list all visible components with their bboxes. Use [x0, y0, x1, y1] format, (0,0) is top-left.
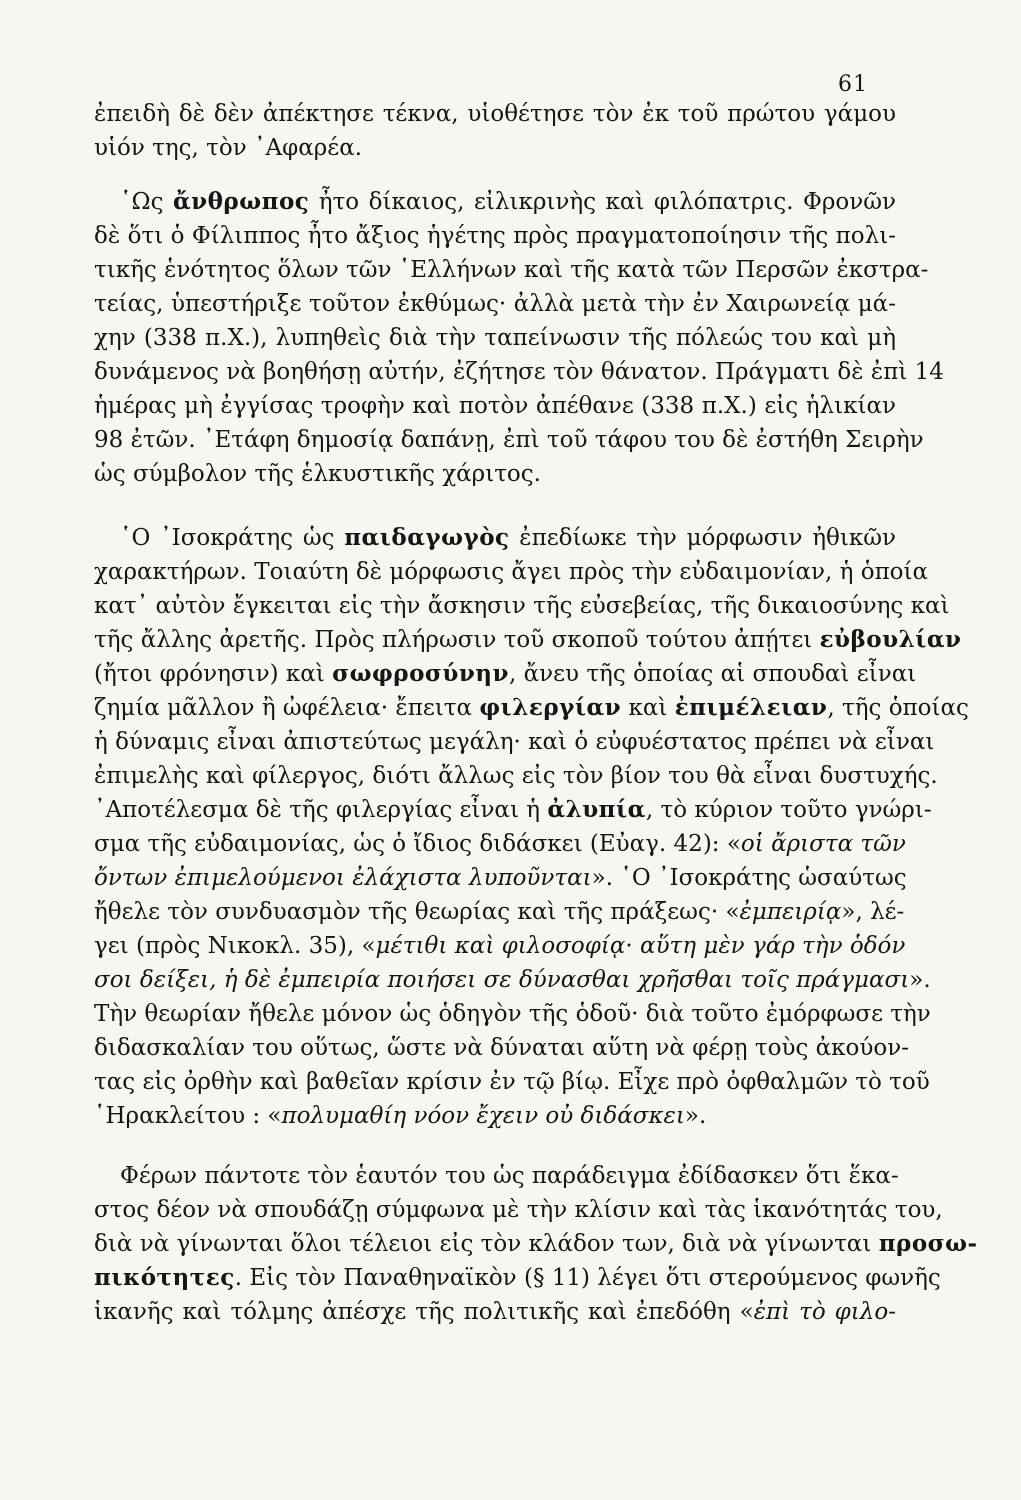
text-segment: σμα τῆς εὐδαιμονίας, ὡς ὁ ἴδιος διδάσκει (Εὐαγ. 42): «	[94, 831, 741, 857]
page-number: 61	[838, 72, 868, 97]
text-line	[94, 322, 896, 354]
text-segment: χαρακτήρων. Τοιαύτη δὲ μόρφωσις ἄγει πρὸς τὴν εὐδαιμονίαν, ἡ ὁποία	[94, 559, 929, 585]
text-segment: καὶ	[621, 695, 675, 721]
text-line	[94, 254, 929, 286]
text-line	[94, 1194, 943, 1226]
text-segment: ῾Ως	[120, 189, 173, 215]
text-segment: , τὸ κύριον τοῦτο γνώρι-	[645, 797, 932, 823]
text-line	[94, 998, 931, 1030]
text-segment: ἡμέρας μὴ ἐγγίσας τροφὴν καὶ ποτὸν ἀπέθανε (338 π.Χ.) εἰς ἡλικίαν	[94, 393, 896, 419]
italic-quote: μέτιθι καὶ φιλοσοφίᾳ· αὕτη μὲν γάρ τὴν ὁδόν	[375, 933, 906, 959]
text-segment: διδασκαλίαν του οὕτως, ὥστε νὰ δύναται αὕτη νὰ φέρῃ τοὺς ἀκούον-	[94, 1035, 909, 1061]
text-line	[94, 1100, 896, 1132]
bold-term: παιδαγωγὸς	[344, 524, 510, 551]
italic-quote: ἐπὶ τὸ φιλο-	[753, 1299, 896, 1325]
text-segment: ῾Ηρακλείτου : «	[94, 1103, 282, 1129]
text-line	[94, 760, 938, 792]
text-segment: ῾Ο ᾿Ισοκράτης ὡς	[120, 525, 345, 551]
bold-term: προσω-	[878, 1230, 978, 1257]
text-segment: κατ᾿ αὐτὸν ἔγκειται εἰς τὴν ἄσκησιν τῆς εὐσεβείας, τῆς δικαιοσύνης καὶ	[94, 593, 950, 619]
text-segment: διὰ νὰ γίνωνται ὅλοι τέλειοι εἰς τὸν κλάδον των, διὰ νὰ γίνωνται	[94, 1231, 879, 1257]
text-segment: ». ῾Ο ᾿Ισοκράτης ὡσαύτως	[591, 865, 907, 891]
text-line	[94, 132, 896, 164]
text-line	[94, 794, 932, 826]
bold-term: ἐπιμέλειαν	[674, 694, 828, 721]
text-line	[94, 692, 969, 724]
text-line	[94, 186, 896, 218]
text-segment: στος δέον νὰ σπουδάζῃ σύμφωνα μὲ τὴν κλίσιν καὶ τὰς ἱκανότητάς του,	[94, 1197, 943, 1223]
text-segment: ἐπειδὴ δὲ δὲν ἀπέκτησε τέκνα, υἱοθέτησε τὸν ἐκ τοῦ πρώτου γάμου	[94, 101, 896, 127]
text-segment: γει (πρὸς Νικοκλ. 35), «	[94, 933, 376, 959]
text-line	[94, 1032, 909, 1064]
text-line	[94, 624, 962, 656]
text-segment: τικῆς ἑνότητος ὅλων τῶν ῾Ελλήνων καὶ τῆς κατὰ τῶν Περσῶν ἐκστρα-	[94, 257, 929, 283]
text-segment: ἐπιμελὴς καὶ φίλεργος, διότι ἄλλως εἰς τὸν βίον του θὰ εἶναι δυστυχής.	[94, 763, 938, 789]
text-segment: ὡς σύμβολον τῆς ἑλκυστικῆς χάριτος.	[94, 461, 541, 487]
text-line	[94, 964, 931, 996]
text-segment: ἤθελε τὸν συνδυασμὸν τῆς θεωρίας καὶ τῆς πράξεως· «	[94, 899, 740, 925]
italic-quote: ὄντων ἐπιμελούμενοι ἐλάχιστα λυποῦνται	[94, 865, 592, 891]
text-line	[94, 896, 905, 928]
text-segment: ».	[909, 967, 931, 993]
text-line	[94, 930, 906, 962]
text-line	[94, 390, 896, 422]
text-segment: χην (338 π.Χ.), λυπηθεὶς διὰ τὴν ταπείνωσιν τῆς πόλεώς του καὶ μὴ	[94, 325, 896, 351]
text-line	[94, 1228, 978, 1260]
text-segment: Φέρων πάντοτε τὸν ἑαυτόν του ὡς παράδειγμα ἐδίδασκεν ὅτι ἕκα-	[120, 1163, 899, 1189]
text-segment: ἐπεδίωκε τὴν μόρφωσιν ἠθικῶν	[509, 525, 896, 551]
text-segment: ».	[684, 1103, 707, 1129]
bold-term: πικότητες	[94, 1264, 235, 1291]
text-segment: Τὴν θεωρίαν ἤθελε μόνον ὡς ὁδηγὸν τῆς ὁδοῦ· διὰ τοῦτο ἐμόρφωσε τὴν	[94, 1001, 931, 1027]
text-segment: υἱόν της, τὸν ᾿Αφαρέα.	[94, 135, 363, 161]
text-segment: δυνάμενος νὰ βοηθήσῃ αὐτήν, ἐζήτησε τὸν θάνατον. Πράγματι δὲ ἐπὶ 14	[94, 359, 944, 385]
text-segment: 98 ἐτῶν. ᾿Ετάφη δημοσίᾳ δαπάνῃ, ἐπὶ τοῦ τάφου του δὲ ἐστήθη Σειρὴν	[94, 427, 924, 453]
text-line	[94, 862, 907, 894]
italic-quote: σοι δείξει, ἡ δὲ ἐμπειρία ποιήσει σε δύνασθαι χρῆσθαι τοῖς πράγμασι	[94, 967, 910, 993]
text-line	[94, 1066, 930, 1098]
text-line	[94, 658, 917, 690]
text-line	[94, 590, 950, 622]
text-line	[94, 1262, 941, 1294]
bold-term: σωφροσύνην	[332, 660, 509, 687]
text-line	[94, 522, 896, 554]
text-segment: τείας, ὑπεστήριξε τοῦτον ἐκθύμως· ἀλλὰ μετὰ τὴν ἐν Χαιρωνείᾳ μά-	[94, 291, 896, 317]
text-segment: , τῆς ὁποίας	[827, 695, 969, 721]
bold-term: ἄνθρωπος	[172, 188, 310, 215]
text-line	[94, 356, 944, 388]
text-line	[94, 424, 924, 456]
text-line	[94, 458, 896, 490]
text-line	[94, 556, 929, 588]
text-line	[94, 220, 896, 252]
text-line	[94, 1296, 896, 1328]
text-segment: », λέ-	[841, 899, 905, 925]
bold-term: φιλεργίαν	[479, 694, 622, 721]
text-segment: ἱκανῆς καὶ τόλμης ἀπέσχε τῆς πολιτικῆς καὶ ἐπεδόθη «	[94, 1299, 754, 1325]
text-segment: ἡ δύναμις εἶναι ἀπιστεύτως μεγάλη· καὶ ὁ εὐφυέστατος πρέπει νὰ εἶναι	[94, 729, 935, 755]
text-segment: ζημία μᾶλλον ἢ ὠφέλεια· ἔπειτα	[94, 695, 480, 721]
text-line	[94, 288, 896, 320]
text-segment: τας εἰς ὀρθὴν καὶ βαθεῖαν κρίσιν ἐν τῷ βίῳ. Εἶχε πρὸ ὀφθαλμῶν τὸ τοῦ	[94, 1069, 930, 1095]
text-line	[94, 98, 896, 130]
bold-term: εὐβουλίαν	[819, 626, 962, 653]
text-segment: δὲ ὅτι ὁ Φίλιππος ἦτο ἄξιος ἡγέτης πρὸς πραγματοποίησιν τῆς πολι-	[94, 223, 896, 249]
text-segment: τῆς ἄλλης ἀρετῆς. Πρὸς πλήρωσιν τοῦ σκοποῦ τούτου ἀπῄτει	[94, 627, 820, 653]
text-line	[94, 828, 906, 860]
italic-quote: οἱ ἄριστα τῶν	[740, 831, 906, 857]
bold-term: ἀλυπία	[547, 796, 646, 823]
text-segment: , ἄνευ τῆς ὁποίας αἱ σπουδαὶ εἶναι	[508, 661, 917, 687]
text-segment: (ἤτοι φρόνησιν) καὶ	[94, 661, 333, 687]
text-line	[94, 1160, 899, 1192]
text-segment: ἦτο δίκαιος, εἰλικρινὴς καὶ φιλόπατρις. Φρονῶν	[309, 189, 896, 215]
text-line	[94, 726, 935, 758]
italic-quote: πολυμαθίη νόον ἔχειν οὐ διδάσκει	[281, 1103, 685, 1129]
text-segment: . Εἰς τὸν Παναθηναϊκὸν (§ 11) λέγει ὅτι στερούμενος φωνῆς	[234, 1265, 941, 1291]
italic-quote: ἐμπειρίᾳ	[739, 899, 842, 925]
text-segment: ᾿Αποτέλεσμα δὲ τῆς φιλεργίας εἶναι ἡ	[94, 797, 548, 823]
